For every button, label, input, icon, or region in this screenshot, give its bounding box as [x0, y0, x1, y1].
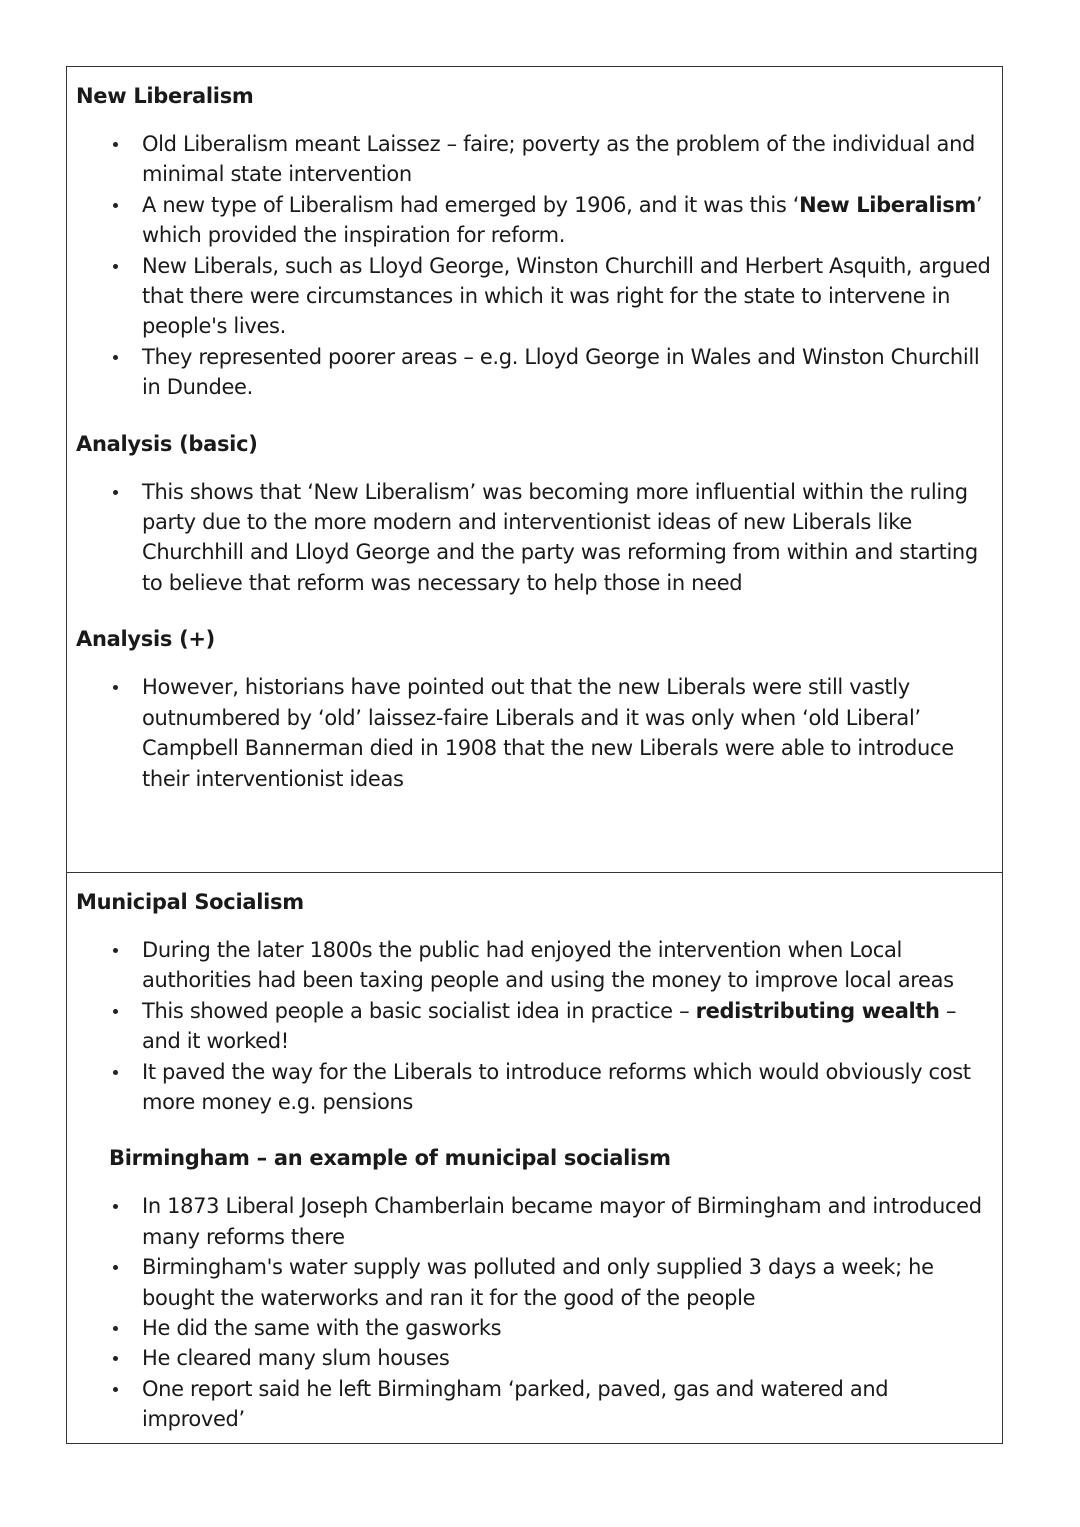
- bullet-item: [76, 129, 992, 190]
- bullet-icon: [113, 1265, 118, 1270]
- bullet-item: [76, 1252, 992, 1313]
- new-liberalism-cell: [67, 67, 1002, 872]
- bullet-icon: [113, 1070, 118, 1075]
- bullet-text: He cleared many slum houses: [142, 1346, 450, 1371]
- bullet-item: [76, 1343, 992, 1373]
- bullet-text: This showed people a basic socialist idea in practice –: [142, 998, 696, 1023]
- bullet-text: ’ which provided the inspiration for reform.: [142, 192, 983, 248]
- bullet-item: [76, 251, 992, 342]
- bullet-text: One report said he left Birmingham ‘parked, paved, gas and watered and improved’: [142, 1376, 889, 1432]
- bullet-text: – and it worked!: [142, 998, 957, 1054]
- bullet-text: New Liberals, such as Lloyd George, Winston Churchill and Herbert Asquith, argued that there were circumstances in which it was right for the state to intervene in people's lives.: [142, 253, 991, 339]
- bullet-icon: [113, 264, 118, 269]
- bold-text: New Liberalism: [799, 192, 976, 217]
- bullet-list: [76, 129, 992, 403]
- bullet-text: Old Liberalism meant Laissez – faire; poverty as the problem of the individual and minimal state intervention: [142, 132, 976, 187]
- bullet-text: In 1873 Liberal Joseph Chamberlain became mayor of Birmingham and introduced many reforms there: [142, 1194, 982, 1249]
- bullet-icon: [113, 1387, 118, 1392]
- bullet-icon: [113, 490, 118, 495]
- bullet-icon: [113, 1326, 118, 1331]
- bullet-item: [76, 935, 992, 996]
- bullet-list: [76, 1191, 992, 1434]
- bullet-item: [76, 672, 992, 794]
- bullet-text: However, historians have pointed out that the new Liberals were still vastly outnumbered by ‘old’ laissez-faire Liberals and it was only when ‘old Liberal’ Campbell Bannerman died in 1908 that the new Liberals were able to introduce their interventionist ideas: [142, 675, 954, 791]
- bullet-text: This shows that ‘New Liberalism’ was becoming more influential within the ruling party due to the more modern and interventionist ideas of new Liberals like Churchhill and Lloyd George and the party was reforming from within and starting to believe that reform was necessary to help those in need: [142, 479, 978, 595]
- bullet-icon: [113, 1356, 118, 1361]
- bullet-list: [76, 935, 992, 1117]
- bullet-list: [76, 477, 992, 599]
- notes-table: [66, 66, 1003, 1444]
- bullet-icon: [113, 948, 118, 953]
- bullet-icon: [113, 355, 118, 360]
- analysis-plus-heading: Analysis (+): [76, 627, 215, 652]
- bold-text: redistributing wealth: [695, 998, 940, 1023]
- bullet-icon: [113, 685, 118, 690]
- bullet-item: [76, 996, 992, 1057]
- analysis-basic-heading: Analysis (basic): [76, 431, 258, 456]
- section-heading: Municipal Socialism: [76, 890, 304, 914]
- bullet-text: He did the same with the gasworks: [142, 1316, 502, 1341]
- section-heading: New Liberalism: [76, 84, 254, 108]
- bullet-text: It paved the way for the Liberals to introduce reforms which would obviously cost more money e.g. pensions: [142, 1059, 971, 1115]
- bullet-text: Birmingham's water supply was polluted and only supplied 3 days a week; he bought the waterworks and ran it for the good of the people: [142, 1255, 934, 1310]
- bullet-icon: [113, 203, 118, 208]
- bullet-text: During the later 1800s the public had enjoyed the intervention when Local authorities had been taxing people and using the money to improve local areas: [142, 938, 954, 993]
- municipal-socialism-cell: [67, 872, 1002, 1443]
- bullet-icon: [113, 1204, 118, 1209]
- bullet-item: [76, 1374, 992, 1435]
- bullet-item: [76, 190, 992, 251]
- bullet-list: [76, 672, 992, 794]
- bullet-item: [76, 477, 992, 599]
- bullet-item: [76, 1057, 992, 1118]
- bullet-item: [76, 342, 992, 403]
- bullet-icon: [113, 142, 118, 147]
- bullet-text: They represented poorer areas – e.g. Lloyd George in Wales and Winston Churchill in Dundee.: [142, 344, 980, 400]
- bullet-text: A new type of Liberalism had emerged by 1906, and it was this ‘: [142, 192, 800, 217]
- bullet-icon: [113, 1009, 118, 1014]
- bullet-item: [76, 1313, 992, 1343]
- birmingham-heading: Birmingham – an example of municipal socialism: [109, 1146, 671, 1171]
- bullet-item: [76, 1191, 992, 1252]
